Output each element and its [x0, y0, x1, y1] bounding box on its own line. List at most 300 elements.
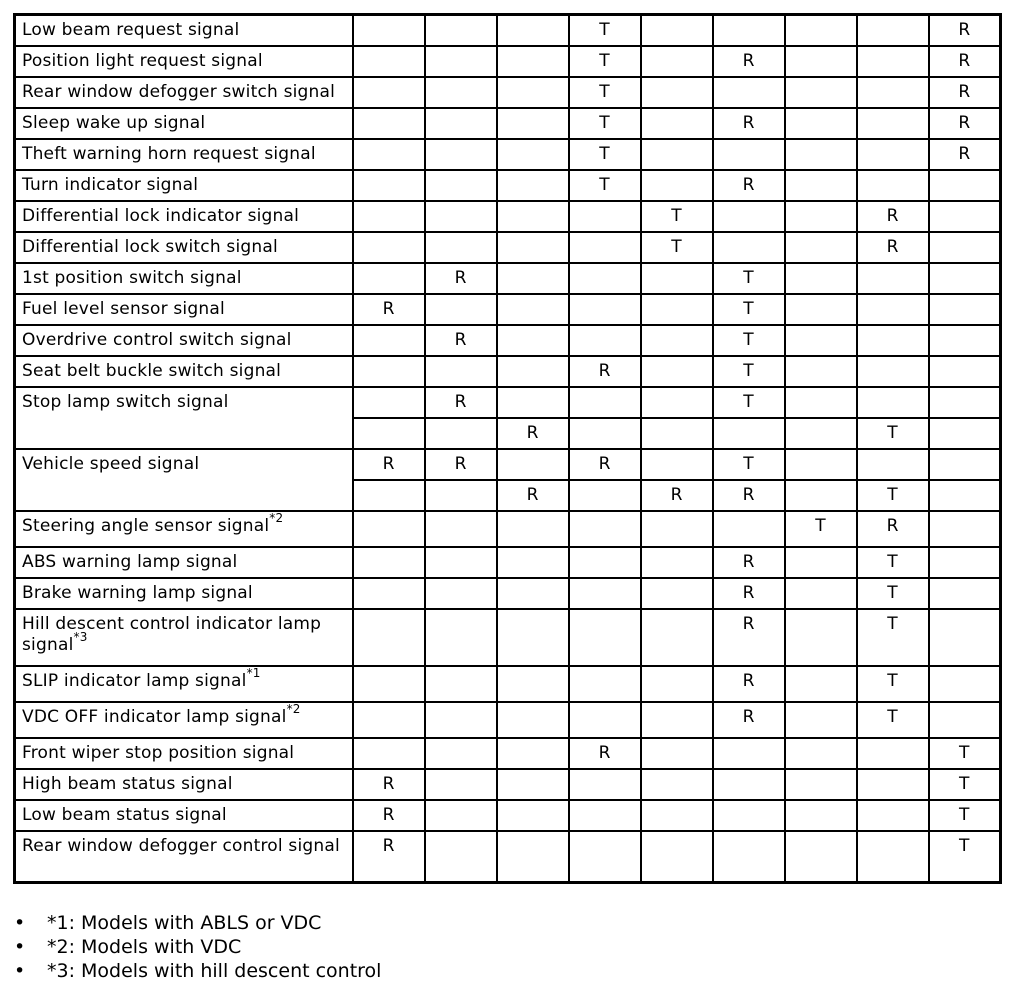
unit-cell — [641, 831, 713, 883]
signal-name: Overdrive control switch signal — [22, 329, 292, 350]
unit-cell: R — [929, 77, 1001, 108]
unit-cell: T — [857, 609, 929, 666]
unit-cell — [857, 831, 929, 883]
unit-cell — [857, 738, 929, 769]
signal-name: Turn indicator signal — [22, 174, 199, 195]
unit-cell — [785, 831, 857, 883]
unit-cell — [641, 800, 713, 831]
unit-cell: R — [929, 139, 1001, 170]
unit-cell — [929, 387, 1001, 418]
table-row — [15, 201, 1001, 232]
unit-cell — [497, 547, 569, 578]
unit-cell — [569, 769, 641, 800]
unit-cell — [353, 232, 425, 263]
signal-name-cell — [15, 511, 353, 547]
unit-cell: R — [713, 702, 785, 738]
table-row — [15, 170, 1001, 201]
unit-cell: R — [425, 325, 497, 356]
unit-cell: R — [425, 449, 497, 480]
unit-cell: T — [713, 387, 785, 418]
unit-cell — [785, 77, 857, 108]
signal-name: Front wiper stop position signal — [22, 742, 295, 763]
unit-cell — [713, 418, 785, 449]
unit-cell — [713, 139, 785, 170]
unit-cell — [497, 170, 569, 201]
signal-name-cell — [15, 263, 353, 294]
unit-cell: R — [929, 15, 1001, 46]
unit-cell — [641, 387, 713, 418]
table-row — [15, 46, 1001, 77]
unit-cell: R — [929, 108, 1001, 139]
unit-cell — [857, 769, 929, 800]
unit-cell — [641, 15, 713, 46]
table-row — [15, 387, 1001, 418]
unit-cell — [425, 480, 497, 511]
unit-cell — [569, 800, 641, 831]
unit-cell — [785, 800, 857, 831]
unit-cell — [353, 547, 425, 578]
unit-cell — [569, 666, 641, 702]
unit-cell — [353, 170, 425, 201]
table-row — [15, 449, 1001, 480]
unit-cell — [641, 325, 713, 356]
signal-name-cell — [15, 387, 353, 449]
unit-cell — [353, 511, 425, 547]
unit-cell — [641, 294, 713, 325]
unit-cell — [497, 666, 569, 702]
unit-cell: T — [857, 702, 929, 738]
unit-cell: R — [713, 170, 785, 201]
unit-cell: T — [569, 15, 641, 46]
unit-cell — [929, 547, 1001, 578]
unit-cell — [857, 294, 929, 325]
unit-cell — [641, 170, 713, 201]
signal-name: Sleep wake up signal — [22, 112, 206, 133]
unit-cell — [641, 263, 713, 294]
table-row — [15, 738, 1001, 769]
table-row — [15, 263, 1001, 294]
footnote-item — [14, 935, 381, 959]
unit-cell — [857, 46, 929, 77]
unit-cell — [785, 325, 857, 356]
signal-name-cell — [15, 170, 353, 201]
unit-cell — [497, 800, 569, 831]
unit-cell: R — [713, 609, 785, 666]
unit-cell — [425, 170, 497, 201]
unit-cell — [569, 201, 641, 232]
unit-cell — [425, 800, 497, 831]
unit-cell — [497, 77, 569, 108]
unit-cell — [353, 738, 425, 769]
unit-cell — [641, 46, 713, 77]
unit-cell — [929, 418, 1001, 449]
unit-cell — [641, 666, 713, 702]
signal-name-cell — [15, 77, 353, 108]
unit-cell: R — [353, 831, 425, 883]
unit-cell — [425, 702, 497, 738]
signal-name: Vehicle speed signal — [22, 453, 200, 474]
unit-cell — [929, 232, 1001, 263]
unit-cell — [785, 387, 857, 418]
unit-cell — [785, 449, 857, 480]
signal-name-cell — [15, 666, 353, 702]
unit-cell — [353, 609, 425, 666]
unit-cell: T — [569, 139, 641, 170]
unit-cell — [425, 139, 497, 170]
unit-cell — [353, 418, 425, 449]
unit-cell — [353, 139, 425, 170]
unit-cell — [425, 232, 497, 263]
unit-cell: T — [713, 356, 785, 387]
unit-cell — [569, 263, 641, 294]
signal-name: 1st position switch signal — [22, 267, 242, 288]
unit-cell — [641, 139, 713, 170]
table-row — [15, 547, 1001, 578]
unit-cell — [929, 201, 1001, 232]
unit-cell: R — [641, 480, 713, 511]
unit-cell — [425, 578, 497, 609]
unit-cell — [353, 480, 425, 511]
bullet-icon: • — [14, 912, 26, 934]
footnote-text: *1: Models with ABLS or VDC — [47, 912, 322, 934]
unit-cell — [497, 387, 569, 418]
signal-name-cell — [15, 108, 353, 139]
unit-cell — [785, 547, 857, 578]
footnote-ref: *3 — [73, 629, 88, 644]
unit-cell — [569, 294, 641, 325]
signal-name-cell — [15, 356, 353, 387]
unit-cell: R — [713, 666, 785, 702]
unit-cell — [497, 201, 569, 232]
table-row — [15, 15, 1001, 46]
signal-name-cell — [15, 609, 353, 666]
table-row — [15, 702, 1001, 738]
signal-name: Differential lock indicator signal — [22, 205, 300, 226]
unit-cell — [857, 15, 929, 46]
unit-cell: R — [497, 480, 569, 511]
signal-name-cell — [15, 139, 353, 170]
footnote-ref: *2 — [269, 510, 284, 525]
unit-cell — [353, 263, 425, 294]
unit-cell — [785, 294, 857, 325]
signal-name-cell — [15, 449, 353, 511]
signal-name-cell — [15, 201, 353, 232]
unit-cell — [425, 46, 497, 77]
signal-name-cell — [15, 547, 353, 578]
unit-cell: T — [641, 232, 713, 263]
signal-name-cell — [15, 294, 353, 325]
unit-cell — [785, 263, 857, 294]
signal-name: Theft warning horn request signal — [22, 143, 316, 164]
unit-cell — [713, 831, 785, 883]
signal-name: Rear window defogger control signal — [22, 835, 340, 856]
unit-cell — [857, 170, 929, 201]
unit-cell — [353, 46, 425, 77]
unit-cell — [641, 418, 713, 449]
unit-cell: T — [857, 480, 929, 511]
unit-cell — [425, 511, 497, 547]
unit-cell — [497, 108, 569, 139]
unit-cell — [425, 77, 497, 108]
unit-cell — [929, 702, 1001, 738]
unit-cell: R — [929, 46, 1001, 77]
unit-cell: T — [713, 294, 785, 325]
unit-cell — [785, 170, 857, 201]
unit-cell — [857, 77, 929, 108]
unit-cell — [497, 15, 569, 46]
table-row — [15, 356, 1001, 387]
unit-cell — [497, 609, 569, 666]
unit-cell — [569, 578, 641, 609]
unit-cell — [785, 15, 857, 46]
unit-cell: T — [857, 666, 929, 702]
signal-name-cell — [15, 831, 353, 883]
unit-cell: T — [785, 511, 857, 547]
unit-cell — [785, 418, 857, 449]
footnote-item — [14, 911, 381, 935]
unit-cell: T — [857, 578, 929, 609]
signal-name: Seat belt buckle switch signal — [22, 360, 282, 381]
unit-cell — [929, 294, 1001, 325]
unit-cell — [425, 738, 497, 769]
unit-cell: T — [569, 46, 641, 77]
unit-cell — [857, 387, 929, 418]
signal-name: Steering angle sensor signal — [22, 515, 270, 536]
footnote-list — [14, 911, 381, 983]
table-row — [15, 139, 1001, 170]
unit-cell: R — [857, 511, 929, 547]
unit-cell — [785, 578, 857, 609]
table-row — [15, 578, 1001, 609]
signal-name: ABS warning lamp signal — [22, 551, 238, 572]
unit-cell — [857, 356, 929, 387]
unit-cell — [353, 356, 425, 387]
unit-cell — [569, 480, 641, 511]
unit-cell: R — [569, 356, 641, 387]
signal-name: Position light request signal — [22, 50, 263, 71]
unit-cell: T — [929, 831, 1001, 883]
unit-cell — [929, 449, 1001, 480]
unit-cell — [641, 547, 713, 578]
signal-table — [13, 13, 1002, 884]
unit-cell — [569, 609, 641, 666]
signal-name: Differential lock switch signal — [22, 236, 278, 257]
unit-cell — [569, 418, 641, 449]
signal-name-cell — [15, 702, 353, 738]
signal-name-cell — [15, 325, 353, 356]
unit-cell — [929, 609, 1001, 666]
unit-cell — [641, 578, 713, 609]
table-row — [15, 609, 1001, 666]
unit-cell — [929, 578, 1001, 609]
unit-cell — [641, 356, 713, 387]
unit-cell: T — [929, 738, 1001, 769]
unit-cell: R — [353, 449, 425, 480]
unit-cell: R — [857, 201, 929, 232]
unit-cell — [425, 769, 497, 800]
bullet-icon: • — [14, 936, 26, 958]
unit-cell — [857, 263, 929, 294]
bullet-icon: • — [14, 960, 26, 982]
unit-cell — [641, 77, 713, 108]
unit-cell — [353, 325, 425, 356]
table-row — [15, 511, 1001, 547]
table-row — [15, 77, 1001, 108]
unit-cell — [497, 738, 569, 769]
unit-cell — [425, 356, 497, 387]
unit-cell — [785, 738, 857, 769]
unit-cell — [425, 609, 497, 666]
unit-cell — [497, 263, 569, 294]
unit-cell: R — [425, 263, 497, 294]
signal-table-body — [15, 15, 1001, 883]
signal-name-cell — [15, 46, 353, 77]
unit-cell — [929, 170, 1001, 201]
unit-cell — [929, 666, 1001, 702]
unit-cell — [497, 769, 569, 800]
unit-cell — [497, 294, 569, 325]
unit-cell: T — [929, 769, 1001, 800]
table-row — [15, 108, 1001, 139]
unit-cell — [929, 511, 1001, 547]
unit-cell — [785, 232, 857, 263]
footnote-text: *2: Models with VDC — [47, 936, 242, 958]
signal-name: Rear window defogger switch signal — [22, 81, 336, 102]
unit-cell — [497, 578, 569, 609]
unit-cell — [713, 77, 785, 108]
unit-cell: R — [713, 108, 785, 139]
unit-cell — [497, 702, 569, 738]
unit-cell — [785, 139, 857, 170]
unit-cell — [425, 15, 497, 46]
unit-cell — [785, 480, 857, 511]
footnote-text: *3: Models with hill descent control — [47, 960, 382, 982]
unit-cell — [785, 201, 857, 232]
unit-cell — [353, 578, 425, 609]
signal-name-cell — [15, 738, 353, 769]
footnote-ref: *1 — [246, 665, 261, 680]
unit-cell: T — [929, 800, 1001, 831]
unit-cell — [641, 738, 713, 769]
unit-cell: R — [497, 418, 569, 449]
unit-cell — [713, 201, 785, 232]
unit-cell — [425, 108, 497, 139]
unit-cell — [569, 511, 641, 547]
unit-cell — [857, 139, 929, 170]
unit-cell: T — [569, 108, 641, 139]
unit-cell — [785, 46, 857, 77]
unit-cell — [497, 511, 569, 547]
unit-cell — [569, 547, 641, 578]
unit-cell: R — [713, 578, 785, 609]
unit-cell — [425, 547, 497, 578]
unit-cell — [353, 201, 425, 232]
table-row — [15, 800, 1001, 831]
unit-cell — [353, 666, 425, 702]
unit-cell: R — [353, 800, 425, 831]
unit-cell — [713, 769, 785, 800]
unit-cell — [785, 666, 857, 702]
signal-name: Brake warning lamp signal — [22, 582, 253, 603]
unit-cell — [353, 702, 425, 738]
unit-cell — [713, 15, 785, 46]
unit-cell: T — [569, 170, 641, 201]
unit-cell — [497, 356, 569, 387]
table-row — [15, 232, 1001, 263]
signal-name: VDC OFF indicator lamp signal — [22, 706, 287, 727]
unit-cell — [353, 387, 425, 418]
unit-cell — [569, 702, 641, 738]
unit-cell — [857, 325, 929, 356]
unit-cell — [425, 418, 497, 449]
unit-cell — [353, 77, 425, 108]
unit-cell — [425, 666, 497, 702]
unit-cell — [497, 325, 569, 356]
signal-name-cell — [15, 769, 353, 800]
signal-name: Stop lamp switch signal — [22, 391, 229, 412]
unit-cell — [929, 480, 1001, 511]
unit-cell — [497, 831, 569, 883]
unit-cell — [713, 738, 785, 769]
table-row — [15, 294, 1001, 325]
unit-cell — [857, 800, 929, 831]
unit-cell — [569, 831, 641, 883]
unit-cell: T — [713, 263, 785, 294]
signal-name: SLIP indicator lamp signal — [22, 670, 247, 691]
unit-cell — [641, 449, 713, 480]
signal-name-cell — [15, 232, 353, 263]
unit-cell: R — [569, 738, 641, 769]
unit-cell — [641, 609, 713, 666]
table-row — [15, 769, 1001, 800]
signal-name: Hill descent control indicator lamp signal — [22, 613, 322, 655]
unit-cell: R — [857, 232, 929, 263]
unit-cell — [425, 201, 497, 232]
unit-cell — [785, 702, 857, 738]
unit-cell: T — [713, 449, 785, 480]
unit-cell — [857, 108, 929, 139]
unit-cell — [929, 325, 1001, 356]
unit-cell — [641, 108, 713, 139]
unit-cell: T — [857, 547, 929, 578]
signal-name: Low beam status signal — [22, 804, 227, 825]
unit-cell — [569, 232, 641, 263]
unit-cell — [569, 387, 641, 418]
unit-cell: R — [425, 387, 497, 418]
unit-cell — [857, 449, 929, 480]
table-row — [15, 666, 1001, 702]
signal-name-cell — [15, 15, 353, 46]
unit-cell — [497, 232, 569, 263]
unit-cell — [353, 108, 425, 139]
unit-cell — [929, 356, 1001, 387]
unit-cell: R — [353, 769, 425, 800]
unit-cell — [785, 769, 857, 800]
unit-cell — [425, 294, 497, 325]
unit-cell: T — [857, 418, 929, 449]
signal-name-cell — [15, 578, 353, 609]
signal-name: Fuel level sensor signal — [22, 298, 225, 319]
unit-cell — [785, 609, 857, 666]
unit-cell: R — [569, 449, 641, 480]
unit-cell — [713, 800, 785, 831]
unit-cell — [785, 356, 857, 387]
unit-cell — [353, 15, 425, 46]
signal-name-cell — [15, 800, 353, 831]
unit-cell — [497, 449, 569, 480]
unit-cell — [641, 769, 713, 800]
unit-cell — [641, 511, 713, 547]
